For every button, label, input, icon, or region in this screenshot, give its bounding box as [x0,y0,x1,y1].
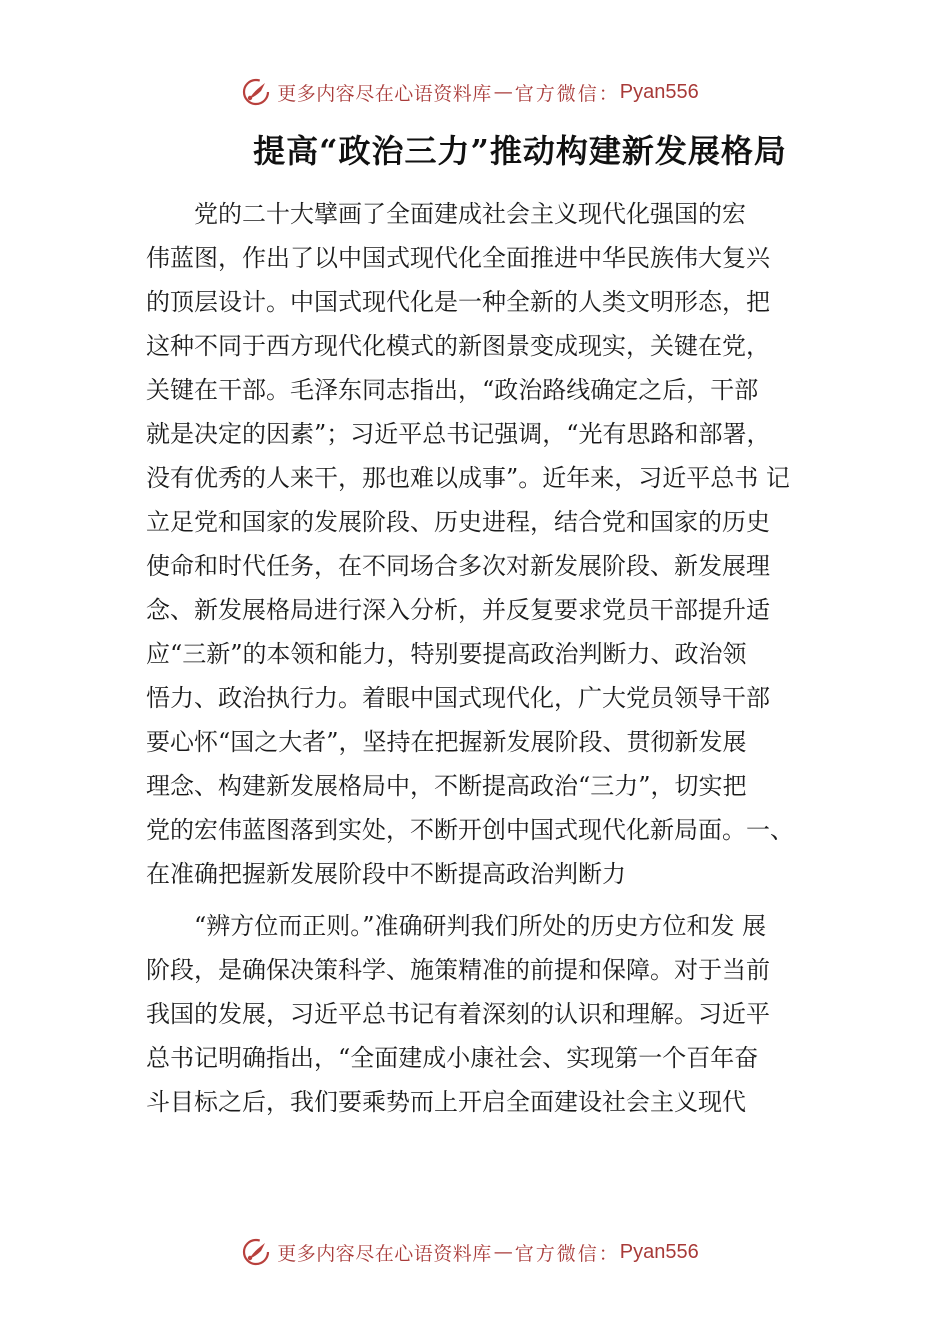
brush-logo-icon [241,77,271,107]
text-line: 理念、构建新发展格局中，不断提高政治“三力”，切实把 [146,772,747,800]
text-line: 就是决定的因素”；习近平总书记强调，“光有思路和部署， [146,420,771,448]
text-line: 立足党和国家的发展阶段、历史进程，结合党和国家的历史 [146,508,770,536]
paragraph-1 [146,192,810,896]
banner-wechat-label: 官方微信： [514,82,620,105]
banner-wechat-label: 官方微信： [514,1242,620,1265]
paragraph-2 [146,904,810,1124]
text-line: 使命和时代任务，在不同场合多次对新发展阶段、新发展理 [146,552,770,580]
text-line: 这种不同于西方现代化模式的新图景变成现实，关键在党， [146,332,770,360]
brush-logo-icon [241,1237,271,1267]
text-line: 的顶层设计。中国式现代化是一种全新的人类文明形态，把 [146,288,770,316]
text-line: 悟力、政治执行力。着眼中国式现代化，广大党员领导干部 [146,684,770,712]
text-line: 我国的发展，习近平总书记有着深刻的认识和理解。习近平 [146,1000,770,1028]
banner-separator: — [493,81,513,103]
banner-text: 更多内容尽在心语资料库 [277,82,492,105]
text-line: 要心怀“国之大者”，坚持在把握新发展阶段、贯彻新发展 [146,728,747,756]
text-line: 应“三新”的本领和能力，特别要提高政治判断力、政治领 [146,640,747,668]
text-line: 伟蓝图，作出了以中国式现代化全面推进中华民族伟大复兴 [146,244,770,272]
banner-text: 更多内容尽在心语资料库 [277,1242,492,1265]
text-line: 总书记明确指出，“全面建成小康社会、实现第一个百年奋 [146,1044,759,1072]
text-line: 没有优秀的人来干，那也难以成事”。近年来，习近平总书 记 [146,464,790,492]
document-body [146,192,810,1124]
text-line: 关键在干部。毛泽东同志指出，“政治路线确定之后，干部 [146,376,759,404]
document-title: 提高“政治三力”推动构建新发展格局 [253,132,787,170]
banner-wechat-id: Pyan556 [619,1240,699,1263]
text-line: 党的二十大擘画了全面建成社会主义现代化强国的宏 [146,200,746,228]
footer-watermark-banner [0,1232,950,1272]
text-line: 斗目标之后，我们要乘势而上开启全面建设社会主义现代 [146,1088,746,1116]
text-line: “辨方位而正则。”准确研判我们所处的历史方位和发 展 [146,912,767,940]
banner-wechat-id: Pyan556 [619,80,699,103]
text-line: 党的宏伟蓝图落到实处，不断开创中国式现代化新局面。一、 [146,816,794,844]
banner-separator: — [493,1241,513,1263]
section-heading-line: 在准确把握新发展阶段中不断提高政治判断力 [146,860,626,888]
header-watermark-banner [0,72,950,112]
text-line: 阶段，是确保决策科学、施策精准的前提和保障。对于当前 [146,956,770,984]
text-line: 念、新发展格局进行深入分析，并反复要求党员干部提升适 [146,596,770,624]
